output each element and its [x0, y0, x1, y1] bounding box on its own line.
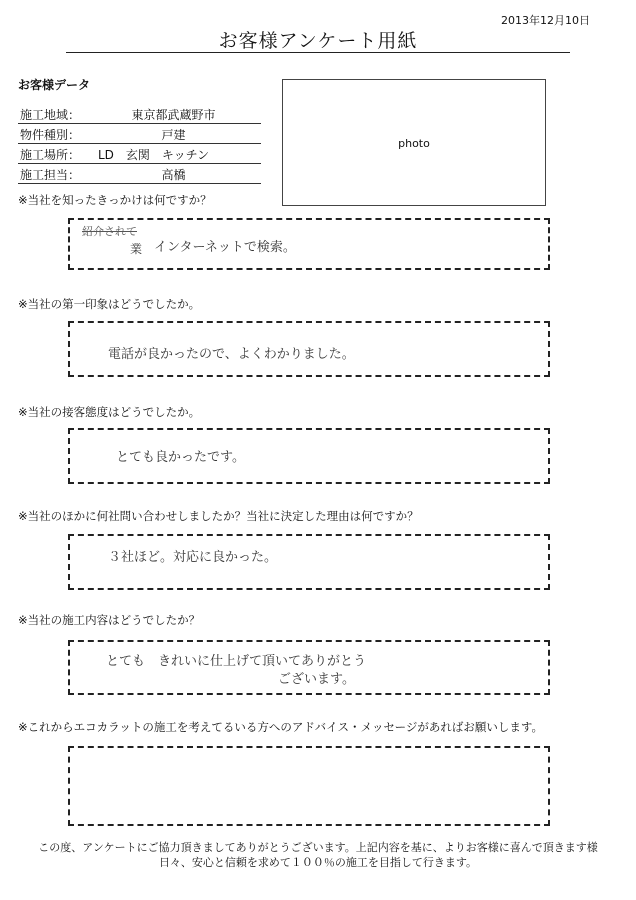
handwritten-answer: インターネットで検索。: [154, 240, 296, 255]
answer-box-1: [68, 218, 550, 270]
question-3: ※当社の接客態度はどうでしたか。: [18, 405, 201, 419]
handwritten-answer: 電話が良かったので、よくわかりました。: [108, 347, 355, 362]
footer-message: [0, 840, 636, 870]
page-title: お客様アンケート用紙: [218, 30, 418, 52]
row-label: 物件種別：: [20, 128, 81, 142]
row-value: LD 玄関 キッチン: [98, 148, 210, 162]
row-label: 施工場所：: [20, 148, 81, 162]
footer-line-1: この度、アンケートにご協力頂きましてありがとうございます。上記内容を基に、よりお客様に喜んで頂きます様: [38, 841, 598, 854]
row-label: 施工担当：: [20, 168, 81, 182]
photo-placeholder: [282, 79, 546, 206]
customer-row-location: [18, 144, 261, 164]
handwritten-mark: 業: [130, 242, 143, 256]
struck-answer: 紹介されて: [82, 225, 137, 238]
customer-row-area: [18, 104, 261, 124]
question-6: ※これからエコカラットの施工を考えてるいる方へのアドバイス・メッセージがあればお願いします。: [18, 720, 543, 734]
answer-box-5: [68, 640, 550, 695]
survey-date: 2013年12月10日: [501, 14, 590, 27]
question-4: ※当社のほかに何社問い合わせしましたか？当社に決定した理由は何ですか？: [18, 509, 419, 523]
question-1: ※当社を知ったきっかけは何ですか？: [18, 193, 212, 207]
question-5: ※当社の施工内容はどうでしたか？: [18, 613, 201, 627]
answer-box-2: [68, 321, 550, 377]
title-underline: [66, 52, 570, 53]
question-2: ※当社の第一印象はどうでしたか。: [18, 297, 201, 311]
answer-box-6: [68, 746, 550, 826]
footer-line-2: 日々、安心と信頼を求めて１００％の施工を目指して行きます。: [158, 856, 478, 869]
photo-label: photo: [398, 137, 430, 150]
answer-box-4: [68, 534, 550, 590]
handwritten-answer: とても良かったです。: [116, 450, 245, 465]
handwritten-answer: とても きれいに仕上げて頂いてありがとう: [106, 654, 367, 669]
row-label: 施工地域：: [20, 108, 81, 122]
handwritten-answer-continued: ございます。: [278, 672, 355, 687]
customer-row-staff: [18, 164, 261, 184]
row-value: 戸建: [161, 128, 186, 142]
handwritten-answer: ３社ほど。対応に良かった。: [108, 550, 278, 565]
customer-data-table: [18, 104, 261, 184]
answer-box-3: [68, 428, 550, 484]
row-value: 高橋: [161, 168, 186, 182]
customer-data-heading: お客様データ: [18, 78, 91, 92]
row-value: 東京都武蔵野市: [131, 108, 216, 122]
customer-row-property-type: [18, 124, 261, 144]
